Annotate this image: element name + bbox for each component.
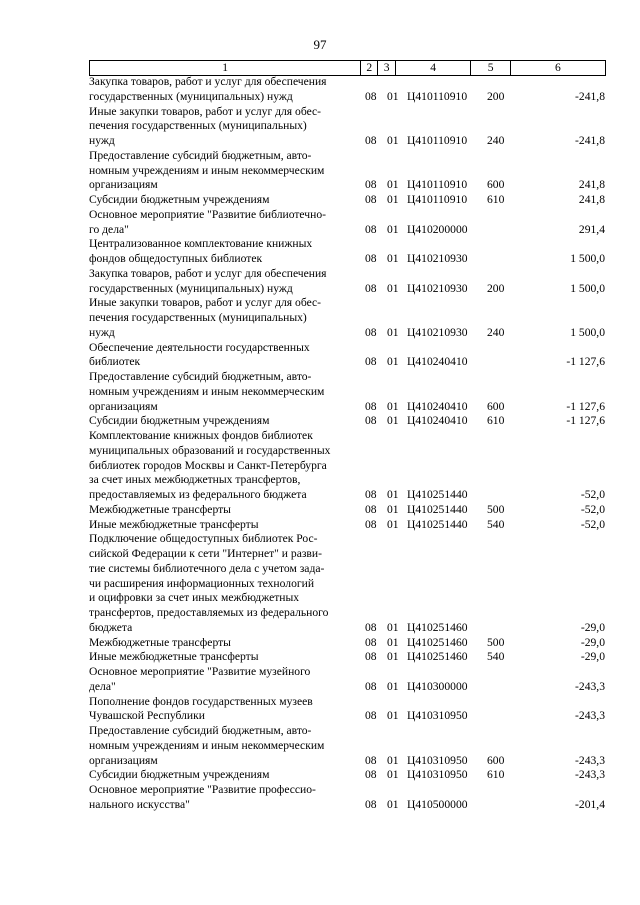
row-target-article: Ц410240410 (407, 355, 468, 369)
row-expense-type: 610 (487, 414, 505, 428)
row-target-article: Ц410210930 (407, 252, 468, 265)
header-col-5: 5 (470, 61, 510, 75)
row-amount: -241,8 (575, 134, 605, 147)
table-row (89, 193, 604, 208)
row-name: Иные межбюджетные трансферты (89, 517, 259, 531)
row-name: Подключение общедоступных библиотек Рос- сийской Федерации к сети "Интернет" и разви- тие системы библиотечного дела с учетом зада- чи расширения информационных технологий и оцифровки за счет иных межбюджетных трансфертов, предоставляемых из федерального бюджета (89, 532, 329, 634)
table-row (89, 783, 604, 813)
row-subsection: 01 (387, 635, 399, 649)
row-section: 08 (365, 193, 377, 206)
row-amount: -1 127,6 (566, 414, 605, 428)
table-row (89, 414, 604, 429)
row-expense-type: 610 (487, 193, 505, 206)
row-name: Закупка товаров, работ и услуг для обеспечения государственных (муниципальных) нужд (89, 266, 327, 295)
row-section: 08 (365, 517, 377, 531)
row-name: Предоставление субсидий бюджетным, авто- номным учреждениям и иным некоммерческим организациям (89, 370, 325, 413)
row-amount: -243,3 (575, 768, 605, 782)
row-subsection: 01 (387, 178, 399, 192)
table-row (89, 429, 604, 503)
row-subsection: 01 (387, 193, 399, 206)
row-target-article: Ц410251460 (407, 635, 468, 649)
row-target-article: Ц410251460 (407, 620, 468, 634)
row-name: Иные закупки товаров, работ и услуг для обес- печения государственных (муниципальных) нужд (89, 104, 322, 147)
row-section: 08 (365, 252, 377, 265)
table-row (89, 636, 604, 651)
row-target-article: Ц410310950 (407, 753, 468, 767)
row-subsection: 01 (387, 89, 399, 103)
row-target-article: Ц410210930 (407, 325, 468, 339)
row-section: 08 (365, 709, 377, 723)
row-target-article: Ц410251440 (407, 488, 468, 501)
row-expense-type: 500 (487, 635, 505, 649)
row-name: Комплектование книжных фондов библиотек муниципальных образований и государственных библиотек городов Москвы и Санкт-Петербурга за счет иных межбюджетных трансфертов, предоставляемых из федерального бюджета (89, 429, 331, 501)
table-row (89, 650, 604, 665)
row-section: 08 (365, 89, 377, 103)
row-name: Основное мероприятие "Развитие профессио- нального искусства" (89, 783, 316, 811)
row-name: Межбюджетные трансферты (89, 502, 231, 516)
row-subsection: 01 (387, 768, 399, 782)
row-name: Иные закупки товаров, работ и услуг для обес- печения государственных (муниципальных) нужд (89, 296, 322, 339)
row-amount: 1 500,0 (570, 252, 605, 265)
row-section: 08 (365, 768, 377, 782)
row-section: 08 (365, 650, 377, 664)
row-expense-type: 200 (487, 89, 505, 103)
row-amount: -29,0 (580, 635, 605, 649)
row-subsection: 01 (387, 355, 399, 369)
row-name: Субсидии бюджетным учреждениям (89, 768, 270, 782)
table-row (89, 370, 604, 414)
table-row (89, 503, 604, 518)
row-target-article: Ц410240410 (407, 399, 468, 413)
row-name: Закупка товаров, работ и услуг для обеспечения государственных (муниципальных) нужд (89, 75, 327, 103)
row-subsection: 01 (387, 502, 399, 516)
row-target-article: Ц410110910 (407, 134, 468, 147)
row-name: Межбюджетные трансферты (89, 635, 231, 649)
row-subsection: 01 (387, 325, 399, 339)
row-expense-type: 240 (487, 325, 505, 339)
row-section: 08 (365, 502, 377, 516)
row-name: Субсидии бюджетным учреждениям (89, 414, 270, 428)
header-col-6: 6 (510, 61, 605, 75)
row-name: Предоставление субсидий бюджетным, авто- номным учреждениям и иным некоммерческим организациям (89, 724, 325, 767)
row-amount: 241,8 (578, 193, 605, 206)
row-expense-type: 600 (487, 753, 505, 767)
table-row (89, 296, 604, 340)
row-name: Пополнение фондов государственных музеев Чувашской Республики (89, 694, 313, 723)
row-name: Основное мероприятие "Развитие библиотечно- го дела" (89, 207, 326, 236)
row-expense-type: 200 (487, 281, 505, 295)
row-amount: -1 127,6 (566, 355, 605, 369)
row-target-article: Ц410310950 (407, 709, 468, 723)
row-section: 08 (365, 222, 377, 236)
header-col-2: 2 (360, 61, 377, 75)
table-row (89, 695, 604, 725)
row-amount: -201,4 (575, 797, 605, 811)
row-subsection: 01 (387, 650, 399, 664)
row-target-article: Ц410110910 (407, 193, 468, 206)
row-subsection: 01 (387, 797, 399, 811)
row-section: 08 (365, 178, 377, 192)
header-col-3: 3 (377, 61, 395, 75)
row-subsection: 01 (387, 679, 399, 693)
row-amount: 1 500,0 (570, 325, 605, 339)
row-subsection: 01 (387, 222, 399, 236)
row-amount: -243,3 (575, 709, 605, 723)
row-section: 08 (365, 797, 377, 811)
row-section: 08 (365, 414, 377, 428)
row-target-article: Ц410210930 (407, 281, 468, 295)
budget-table-body (89, 75, 604, 813)
row-amount: -52,0 (580, 488, 605, 501)
row-target-article: Ц410500000 (407, 797, 468, 811)
table-row (89, 149, 604, 193)
table-row (89, 768, 604, 783)
row-subsection: 01 (387, 620, 399, 634)
row-amount: 291,4 (578, 222, 605, 236)
table-row (89, 532, 604, 635)
row-amount: -1 127,6 (566, 399, 605, 413)
row-amount: -29,0 (580, 620, 605, 634)
row-target-article: Ц410310950 (407, 768, 468, 782)
row-amount: -52,0 (580, 517, 605, 531)
row-target-article: Ц410110910 (407, 89, 468, 103)
row-subsection: 01 (387, 134, 399, 147)
row-amount: -243,3 (575, 753, 605, 767)
header-col-4: 4 (395, 61, 470, 75)
table-row (89, 341, 604, 371)
row-subsection: 01 (387, 399, 399, 413)
row-expense-type: 240 (487, 134, 505, 147)
row-section: 08 (365, 399, 377, 413)
row-subsection: 01 (387, 252, 399, 265)
row-section: 08 (365, 134, 377, 147)
row-target-article: Ц410251460 (407, 650, 468, 664)
row-name: Иные межбюджетные трансферты (89, 650, 259, 664)
table-header (89, 60, 606, 76)
row-amount: -52,0 (580, 502, 605, 516)
table-row (89, 105, 604, 149)
row-subsection: 01 (387, 753, 399, 767)
row-subsection: 01 (387, 709, 399, 723)
row-amount: -29,0 (580, 650, 605, 664)
table-row (89, 724, 604, 768)
row-name: Субсидии бюджетным учреждениям (89, 193, 270, 206)
row-section: 08 (365, 679, 377, 693)
row-expense-type: 540 (487, 517, 505, 531)
table-row (89, 208, 604, 238)
row-section: 08 (365, 753, 377, 767)
row-target-article: Ц410251440 (407, 502, 468, 516)
row-subsection: 01 (387, 488, 399, 501)
row-section: 08 (365, 620, 377, 634)
row-section: 08 (365, 635, 377, 649)
table-row (89, 518, 604, 533)
header-col-1: 1 (222, 61, 229, 74)
row-target-article: Ц410200000 (407, 222, 468, 236)
row-target-article: Ц410240410 (407, 414, 468, 428)
table-row (89, 75, 604, 105)
row-section: 08 (365, 355, 377, 369)
row-target-article: Ц410300000 (407, 679, 468, 693)
table-row (89, 237, 604, 267)
table-row (89, 267, 604, 297)
row-name: Основное мероприятие "Развитие музейного дела" (89, 665, 311, 693)
row-subsection: 01 (387, 517, 399, 531)
row-target-article: Ц410251440 (407, 517, 468, 531)
row-expense-type: 600 (487, 399, 505, 413)
page-number: 97 (313, 37, 327, 52)
row-expense-type: 610 (487, 768, 505, 782)
row-amount: -241,8 (575, 89, 605, 103)
row-name: Обеспечение деятельности государственных библиотек (89, 340, 310, 369)
row-section: 08 (365, 325, 377, 339)
row-name: Централизованное комплектование книжных фондов общедоступных библиотек (89, 237, 313, 265)
row-section: 08 (365, 488, 377, 501)
table-row (89, 665, 604, 695)
row-name: Предоставление субсидий бюджетным, авто- номным учреждениям и иным некоммерческим организациям (89, 148, 325, 192)
row-amount: 241,8 (578, 178, 605, 192)
row-expense-type: 500 (487, 502, 505, 516)
row-expense-type: 540 (487, 650, 505, 664)
row-subsection: 01 (387, 414, 399, 428)
row-amount: -243,3 (575, 679, 605, 693)
row-expense-type: 600 (487, 178, 505, 192)
row-target-article: Ц410110910 (407, 178, 468, 192)
row-amount: 1 500,0 (570, 281, 605, 295)
row-subsection: 01 (387, 281, 399, 295)
row-section: 08 (365, 281, 377, 295)
